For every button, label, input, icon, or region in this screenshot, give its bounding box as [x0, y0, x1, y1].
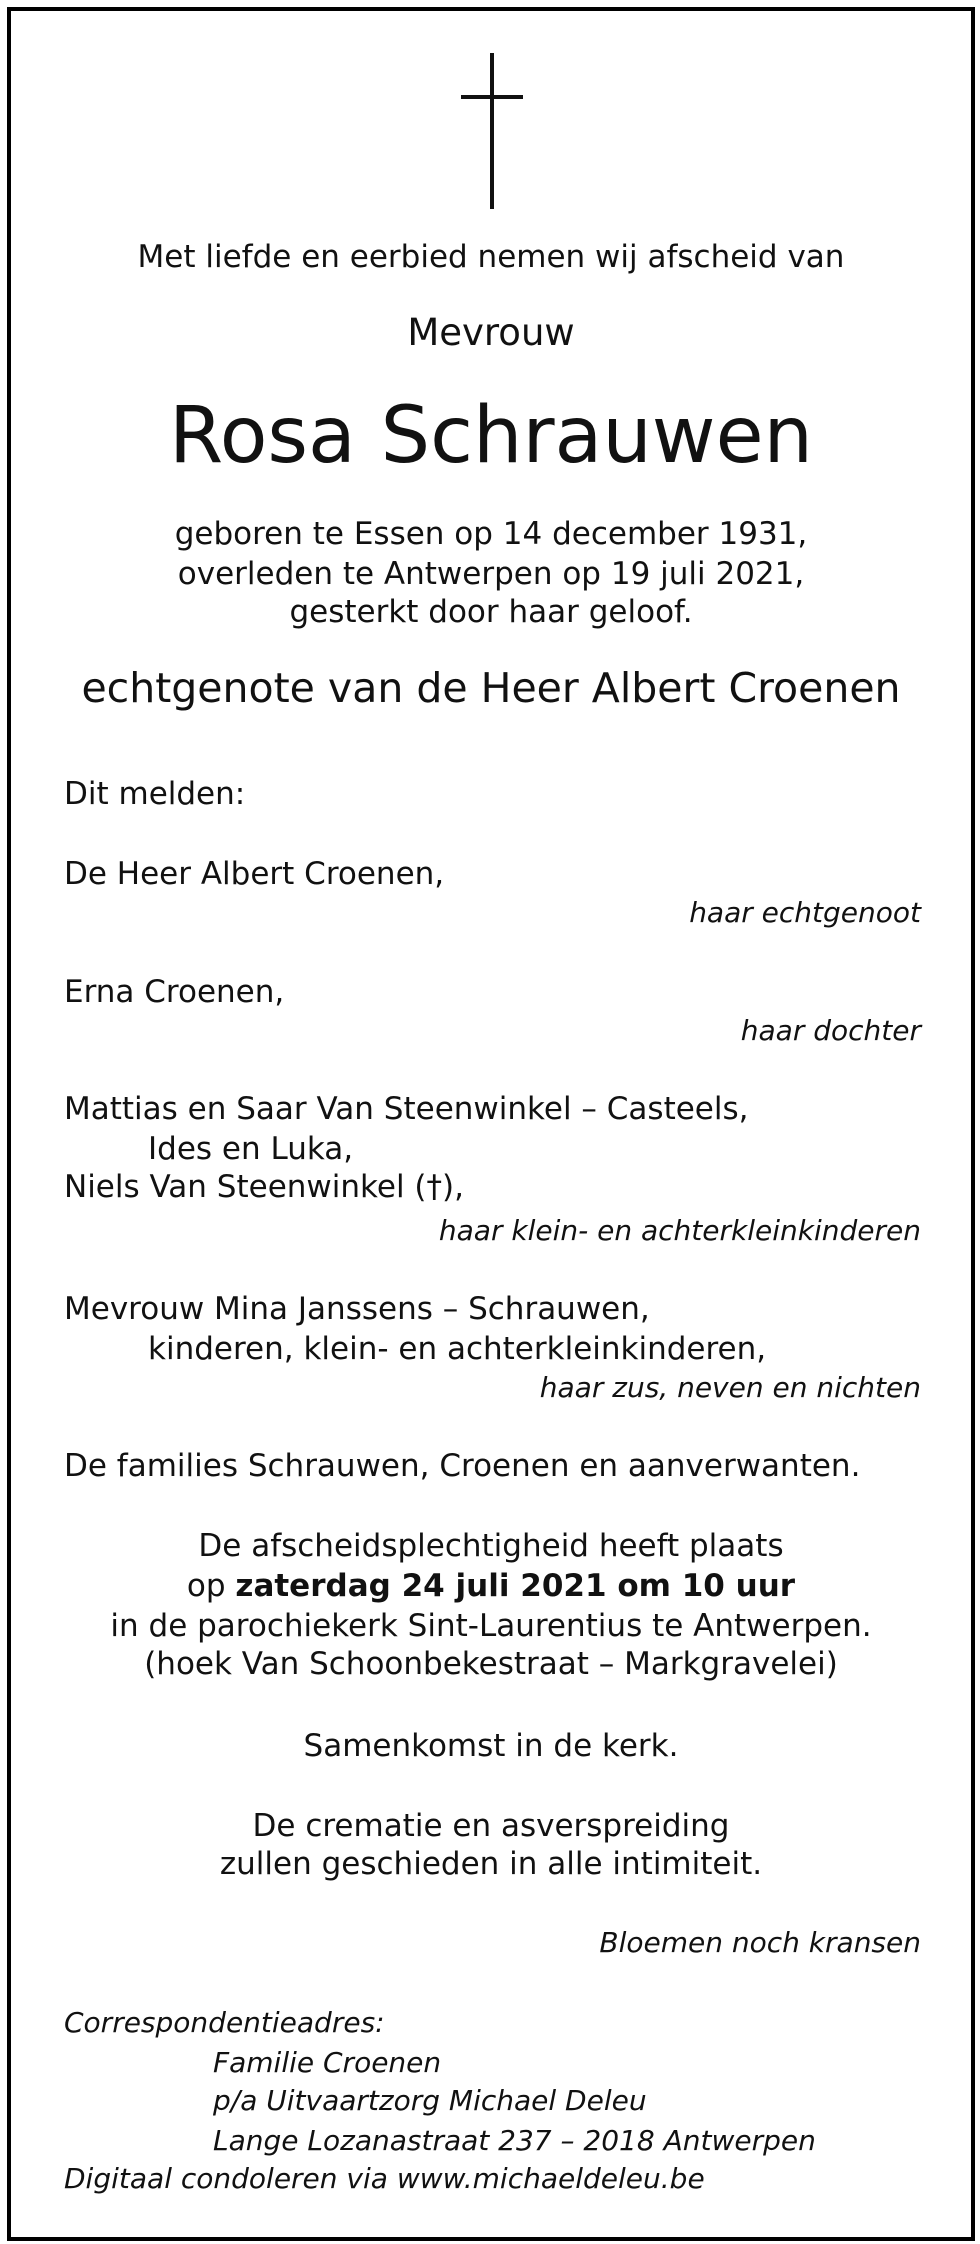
- family-name: Mevrouw Mina Janssens – Schrauwen,: [64, 1291, 650, 1327]
- family-name: kinderen, klein- en achterkleinkinderen,: [148, 1331, 767, 1367]
- family-name: Niels Van Steenwinkel (†),: [64, 1169, 464, 1205]
- families-line: De families Schrauwen, Croenen en aanverwanten.: [64, 1448, 861, 1484]
- cremation-line: zullen geschieden in alle intimiteit.: [219, 1846, 763, 1882]
- gathering-text: Samenkomst in de kerk.: [303, 1728, 679, 1764]
- family-name: Mattias en Saar Van Steenwinkel – Casteels,: [64, 1091, 749, 1127]
- family-name: Erna Croenen,: [64, 974, 285, 1010]
- announce-text: Dit melden:: [64, 776, 246, 812]
- condolence-link[interactable]: Digitaal condoleren via www.michaeldeleu.be: [64, 2162, 705, 2195]
- family-name: Ides en Luka,: [148, 1131, 354, 1167]
- cross-icon: [461, 53, 523, 209]
- intro-text: Met liefde en eerbied nemen wij afscheid van: [137, 239, 845, 275]
- flowers-note: Bloemen noch kransen: [599, 1926, 921, 1959]
- family-name: De Heer Albert Croenen,: [64, 856, 445, 892]
- correspondence-line: Lange Lozanastraat 237 – 2018 Antwerpen: [213, 2124, 816, 2157]
- family-relation: haar zus, neven en nichten: [539, 1371, 921, 1404]
- ceremony-location: in de parochiekerk Sint-Laurentius te Antwerpen.: [110, 1608, 872, 1644]
- ceremony-line: De afscheidsplechtigheid heeft plaats: [198, 1528, 784, 1564]
- cremation-line: De crematie en asverspreiding: [252, 1808, 730, 1844]
- obituary-card: [7, 7, 975, 2241]
- correspondence-line: Familie Croenen: [213, 2046, 442, 2079]
- ceremony-date-line: [11, 1568, 971, 1604]
- death-line: overleden te Antwerpen op 19 juli 2021,: [177, 556, 805, 592]
- spouse-line: echtgenote van de Heer Albert Croenen: [81, 664, 901, 712]
- honorific: Mevrouw: [407, 311, 575, 354]
- birth-line: geboren te Essen op 14 december 1931,: [174, 516, 808, 552]
- family-relation: haar echtgenoot: [689, 896, 921, 929]
- family-relation: haar dochter: [740, 1014, 921, 1047]
- correspondence-line: p/a Uitvaartzorg Michael Deleu: [213, 2084, 647, 2117]
- ceremony-date: zaterdag 24 juli 2021 om 10 uur: [235, 1568, 796, 1604]
- ceremony-address: (hoek Van Schoonbekestraat – Markgravelei): [144, 1646, 838, 1682]
- deceased-name: Rosa Schrauwen: [169, 391, 813, 481]
- correspondence-label: Correspondentieadres:: [64, 2006, 385, 2039]
- faith-line: gesterkt door haar geloof.: [289, 594, 693, 630]
- ceremony-date-prefix: op: [186, 1568, 236, 1604]
- family-relation: haar klein- en achterkleinkinderen: [438, 1214, 921, 1247]
